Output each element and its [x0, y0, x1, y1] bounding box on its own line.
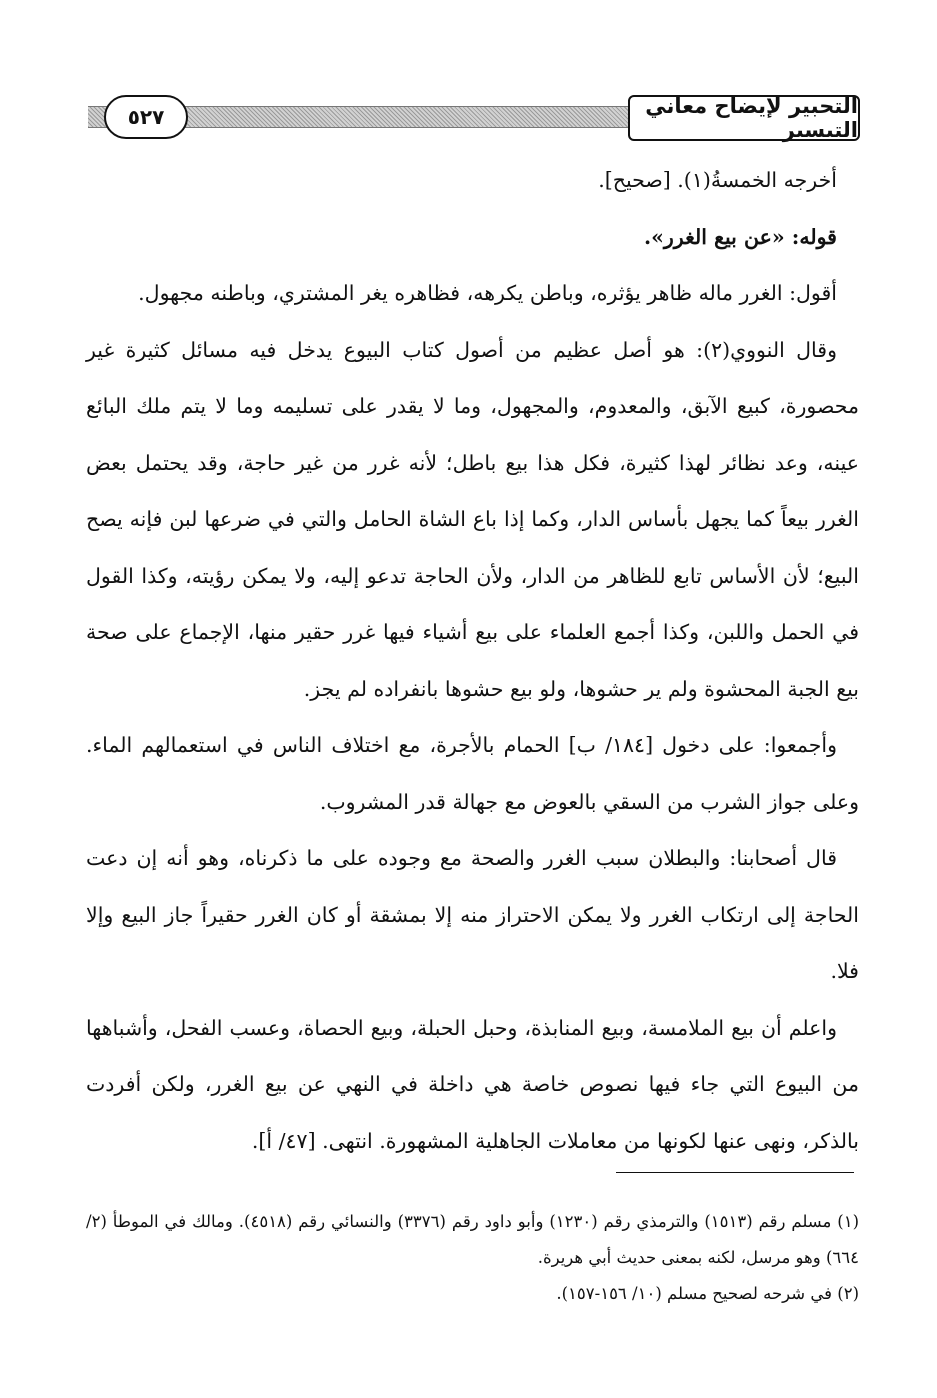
- main-text: [86, 152, 859, 1169]
- paragraph-quote-heading: قوله: «عن بيع الغرر».: [643, 224, 837, 249]
- running-header: [88, 92, 860, 144]
- paragraph-definition: أقول: الغرر ماله ظاهر يؤثره، وباطن يكرهه، فظاهره يغر المشتري، وباطنه مجهول.: [138, 281, 837, 305]
- book-title: التحبير لإيضاح معاني التيسير: [628, 95, 860, 141]
- footnote-2: (٢) في شرحه لصحيح مسلم (١٠/ ١٥٦-١٥٧).: [556, 1284, 859, 1303]
- footnote-1: (١) مسلم رقم (١٥١٣) والترمذي رقم (١٢٣٠) وأبو داود رقم (٣٣٧٦) والنسائي رقم (٤٥١٨). ومالك في الموطأ (٢/ ٦٦٤) وهو مرسل، لكنه بمعنى حديث أبي هريرة.: [86, 1212, 860, 1267]
- paragraph-consensus: وأجمعوا: على دخول [١٨٤/ ب] الحمام بالأجرة، مع اختلاف الناس في استعمالهم الماء. وعلى جواز الشرب من السقي بالعوض مع جهالة قدر المشروب.: [86, 733, 859, 814]
- page-number: ٥٢٧: [104, 95, 188, 139]
- paragraph-conclusion: واعلم أن بيع الملامسة، وبيع المنابذة، وحبل الحبلة، وبيع الحصاة، وعسب الفحل، وأشباهها من البيوع التي جاء فيها نصوص خاصة هي داخلة في النهي عن بيع الغرر، ولكن أفردت بالذكر، ونهى عنها لكونها من معاملات الجاهلية المشهورة. انتهى. [٤٧/ أ].: [86, 1015, 859, 1153]
- footnotes: [86, 1204, 859, 1312]
- paragraph-nawawi: وقال النووي(٢): هو أصل عظيم من أصول كتاب البيوع يدخل فيه مسائل كثيرة غير محصورة، كبيع الآبق، والمعدوم، والمجهول، وما لا يقدر على تسليمه وما لا يتم ملك البائع عينه، وعد نظائر لهذا كثيرة، فكل هذا بيع باطل؛ لأنه غرر من غير حاجة، وقد يحتمل بعض الغرر بيعاً كما يجهل بأساس الدار، وكما إذا باع الشاة الحامل والتي في ضرعها لبن فإنه يصح البيع؛ لأن الأساس تابع للظاهر من الدار، ولأن الحاجة تدعو إليه، ولا يمكن رؤيته، وكذا القول في الحمل واللبن، وكذا أجمع العلماء على بيع أشياء فيها غرر حقير منها، الإجماع على صحة بيع الجبة المحشوة ولم ير حشوها، ولو بيع حشوها بانفراده لم يجز.: [86, 337, 859, 701]
- paragraph-companions: قال أصحابنا: والبطلان سبب الغرر والصحة مع وجوده على ما ذكرناه، وهو أنه إن دعت الحاجة إلى ارتكاب الغرر ولا يمكن الاحتراز منه إلا بمشقة أو كان الغرر حقيراً جاز البيع وإلا فلا.: [86, 846, 859, 983]
- paragraph-hadith-source: أخرجه الخمسةُ(١). [صحيح].: [598, 168, 837, 192]
- footnote-separator: [616, 1172, 854, 1173]
